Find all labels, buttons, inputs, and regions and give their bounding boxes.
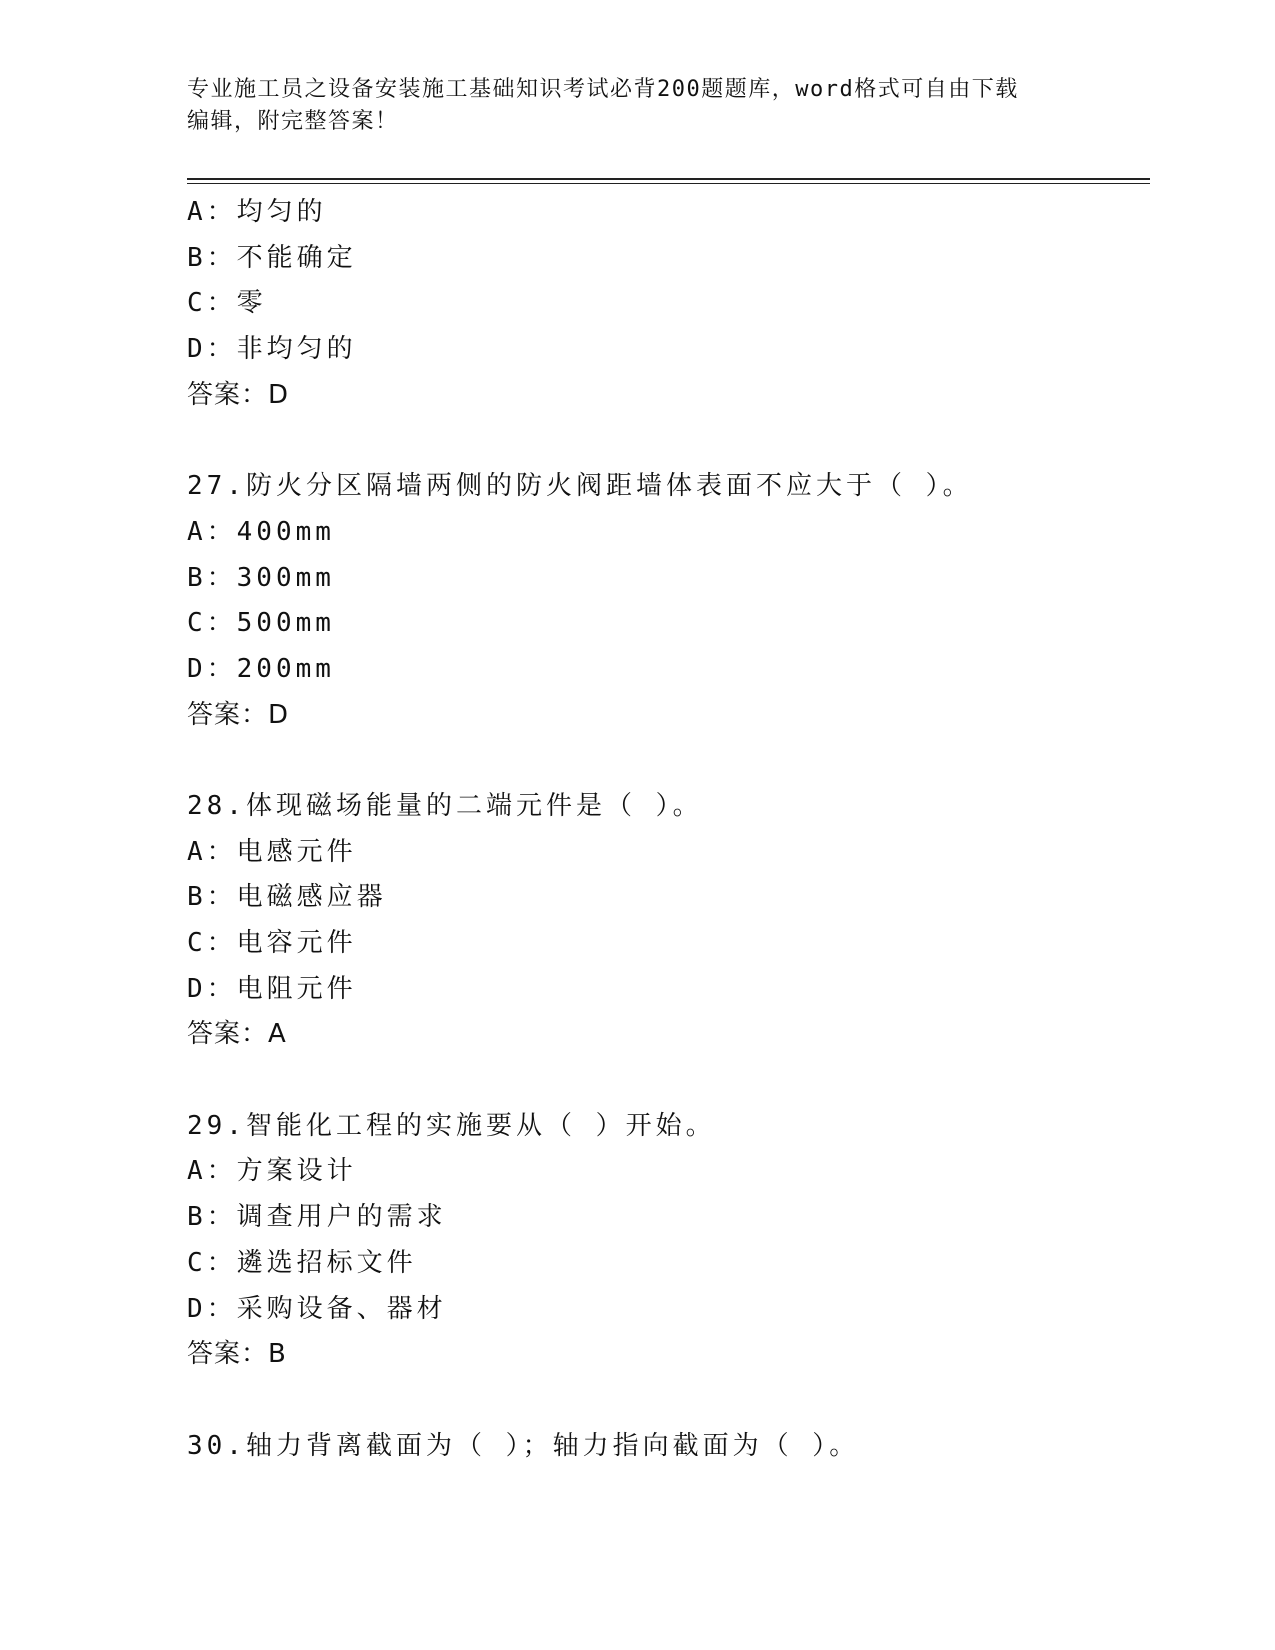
header-title-line-1: 专业施工员之设备安装施工基础知识考试必背200题题库，word格式可自由下载 [187,77,1019,102]
question-26-option-a: A：均匀的 [187,197,327,227]
question-28-option-a: A：电感元件 [187,836,357,867]
question-28-option-b: B：电磁感应器 [187,882,387,913]
question-28-block [187,784,1147,1058]
question-28-option-d: D：电阻元件 [187,973,357,1004]
question-27-option-b: B：300mm [187,562,335,593]
question-30-block [187,1424,1147,1470]
question-26-answer: 答案：D [187,379,290,410]
question-28-answer: 答案：A [187,1019,287,1050]
question-27-option-c: C：500mm [187,608,335,639]
question-27-text: 27.防火分区隔墙两侧的防火阀距墙体表面不应大于（ ）。 [187,471,973,502]
document-header [187,74,1087,138]
question-29-option-c: C：遴选招标文件 [187,1247,417,1278]
question-29-answer: 答案：B [187,1339,287,1370]
question-30-text: 30.轴力背离截面为（ ）；轴力指向截面为（ ）。 [187,1430,860,1461]
question-26-block [187,190,1147,418]
question-29-option-b: B：调查用户的需求 [187,1202,447,1233]
question-26-option-b: B：不能确定 [187,242,357,273]
spacer [187,738,1147,784]
spacer [187,1378,1147,1424]
question-29-option-d: D：采购设备、器材 [187,1293,447,1324]
question-27-option-a: A：400mm [187,516,335,547]
question-29-text: 29.智能化工程的实施要从（ ）开始。 [187,1110,716,1141]
header-divider-thick [187,178,1150,180]
spacer [187,1058,1147,1104]
question-27-answer: 答案：D [187,699,290,730]
question-26-option-d: D：非均匀的 [187,334,357,365]
question-27-option-d: D：200mm [187,653,335,684]
question-27-block [187,464,1147,738]
question-28-text: 28.体现磁场能量的二端元件是（ ）。 [187,790,703,821]
question-28-option-c: C：电容元件 [187,928,357,958]
question-29-block [187,1104,1147,1378]
header-title-line-2: 编辑，附完整答案！ [187,109,399,134]
question-list [187,190,1147,1469]
spacer [187,418,1147,464]
question-26-option-c: C：零 [187,288,267,319]
header-divider-thin [187,183,1150,184]
question-29-option-a: A：方案设计 [187,1156,357,1187]
